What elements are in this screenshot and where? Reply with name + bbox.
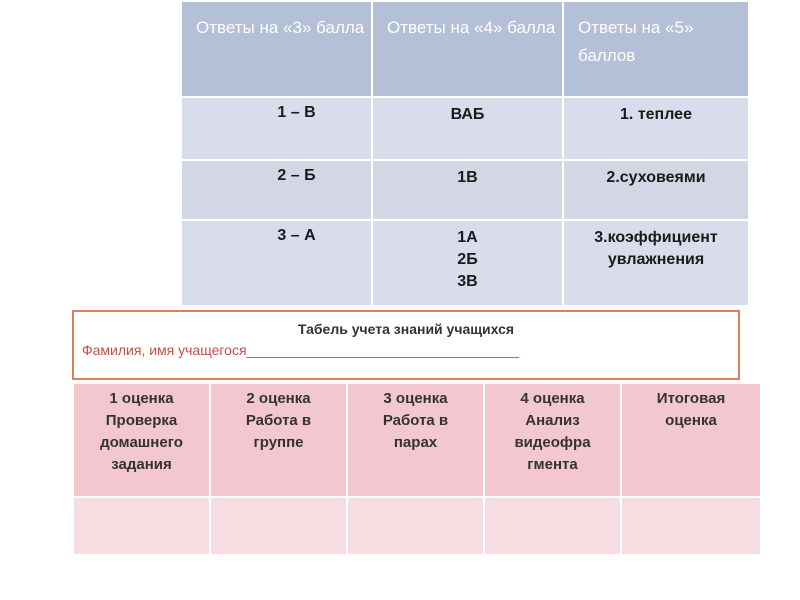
answer-line: 3В [457,273,478,290]
header-grade-3 [181,1,372,97]
answer-line: 2Б [457,251,478,268]
grade-header-line: группе [253,434,304,451]
grade-entry-cell[interactable] [484,497,621,555]
header-line: Ответы на «5» [578,18,694,37]
answer-line: 3.коэффициент [594,229,718,246]
student-name-line: Фамилия, имя учащегося___________________________________ [82,342,520,358]
header-line: Ответы на «4» [387,18,503,37]
answer-cell: 3 – А [181,220,372,306]
left-decor-stripe [0,0,18,600]
answer-cell: 2 – Б [181,160,372,220]
header-line: балла [507,18,556,37]
grades-entry-row [73,497,761,555]
header-grade-5 [563,1,749,97]
header-grade-4 [372,1,563,97]
grade-header-line: 2 оценка [246,390,311,407]
answers-table [180,0,750,307]
grade-entry-cell[interactable] [347,497,484,555]
answers-row [181,97,749,160]
grade-column-2 [210,383,347,497]
grade-header-line: парах [393,434,438,451]
answers-row [181,220,749,306]
grade-header-line: задания [111,456,172,473]
grade-header-line: Работа в [382,412,449,429]
record-sheet-header [72,310,740,380]
grade-header-line: гмента [527,456,578,473]
grade-header-line: Проверка [105,412,178,429]
grade-header-line: Работа в [245,412,312,429]
grade-header-line: 4 оценка [520,390,585,407]
grade-header-line: 3 оценка [383,390,448,407]
answer-line: увлажнения [607,251,705,268]
answer-line: ВАБ [450,106,485,123]
answer-cell [372,220,563,306]
grade-column-1 [73,383,210,497]
answer-line: 1В [457,169,478,186]
sheet-title: Табель учета знаний учащихся [297,321,515,337]
answer-cell [372,97,563,160]
grade-entry-cell[interactable] [73,497,210,555]
header-line: балла [316,18,365,37]
grade-header-line: Итоговая [656,390,726,407]
grades-table [72,382,762,556]
answer-line: 1. теплее [620,106,692,123]
grade-header-line: видеофра [514,434,591,451]
answer-cell [372,160,563,220]
answer-line: 1А [457,229,478,246]
answers-header-row [181,1,749,97]
grade-entry-cell[interactable] [621,497,761,555]
answer-cell [563,160,749,220]
answer-cell [563,220,749,306]
answer-cell [563,97,749,160]
answer-line: 2.суховеями [606,169,706,186]
header-line: Ответы на «3» [196,18,312,37]
grade-entry-cell[interactable] [210,497,347,555]
answers-row [181,160,749,220]
grade-header-line: домашнего [100,434,183,451]
answer-cell: 1 – В [181,97,372,160]
grade-column-3 [347,383,484,497]
grade-column-final [621,383,761,497]
grade-column-4 [484,383,621,497]
header-line: баллов [578,46,636,65]
grade-header-line: 1 оценка [109,390,174,407]
grade-header-line: оценка [665,412,717,429]
grade-header-line: Анализ [525,412,580,429]
grades-header-row [73,383,761,497]
